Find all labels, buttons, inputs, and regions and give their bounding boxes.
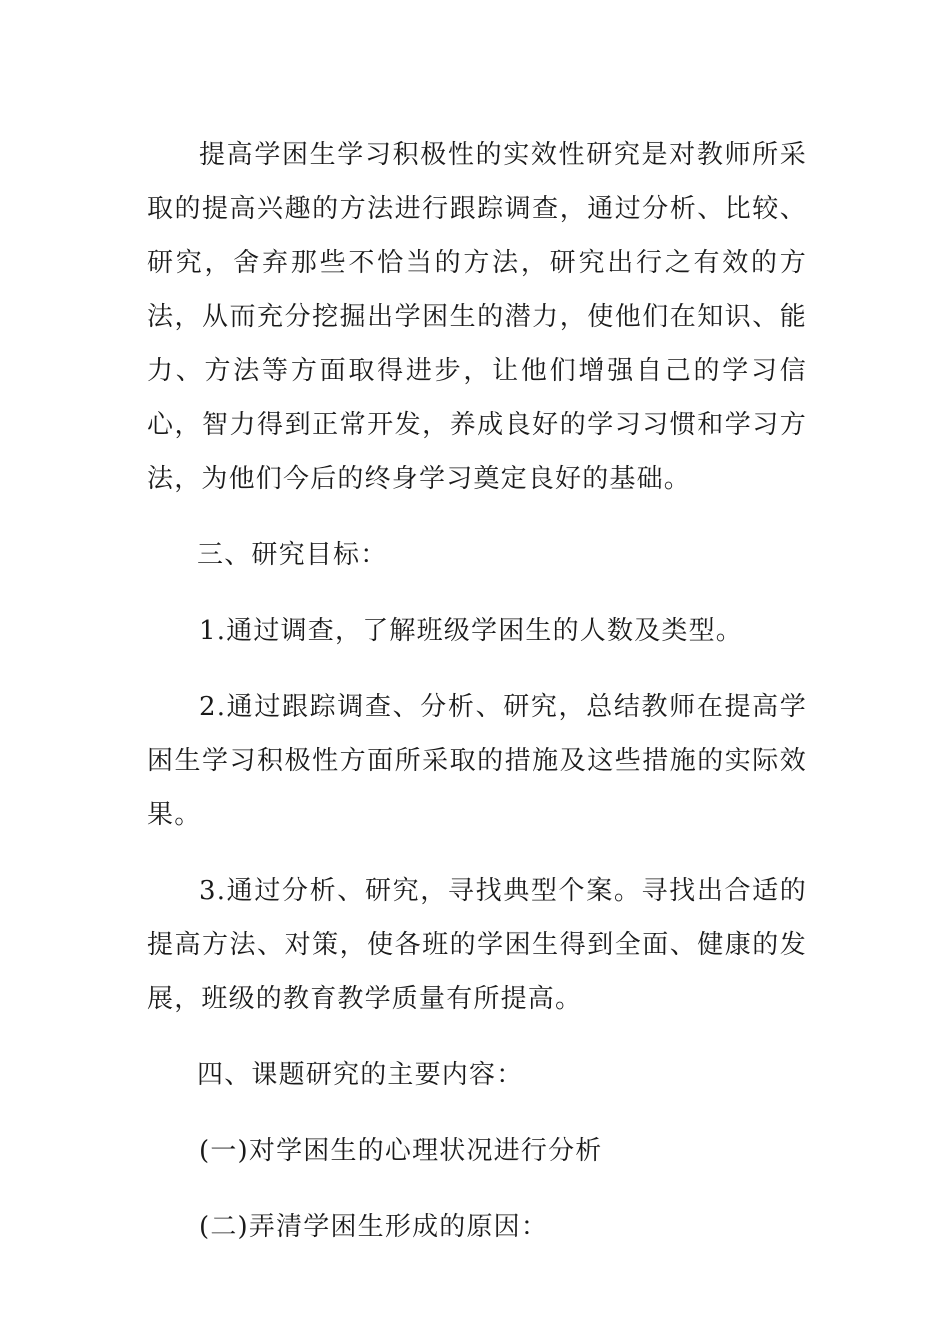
content-item-2: (二)弄清学困生形成的原因： bbox=[199, 1212, 549, 1242]
section-heading-main-content: 四、课题研究的主要内容： bbox=[197, 1060, 524, 1090]
goal-item-1: 1.通过调查，了解班级学困生的人数及类型。 bbox=[199, 616, 744, 646]
document-body bbox=[147, 128, 807, 1276]
body-paragraph: 提高学困生学习积极性的实效性研究是对教师所采取的提高兴趣的方法进行跟踪调查，通过分析、比较、研究，舍弃那些不恰当的方法，研究出行之有效的方法，从而充分挖掘出学困生的潜力，使他们在知识、能力、方法等方面取得进步，让他们增强自己的学习信心，智力得到正常开发，养成良好的学习习惯和学习方法，为他们今后的终身学习奠定良好的基础。 bbox=[147, 140, 807, 494]
goal-item-2: 2.通过跟踪调查、分析、研究，总结教师在提高学困生学习积极性方面所采取的措施及这些措施的实际效果。 bbox=[147, 692, 807, 830]
goal-item-3: 3.通过分析、研究，寻找典型个案。寻找出合适的提高方法、对策，使各班的学困生得到全面、健康的发展，班级的教育教学质量有所提高。 bbox=[147, 876, 807, 1014]
content-item-1: (一)对学困生的心理状况进行分析 bbox=[199, 1136, 603, 1166]
section-heading-research-goals: 三、研究目标： bbox=[197, 540, 388, 570]
